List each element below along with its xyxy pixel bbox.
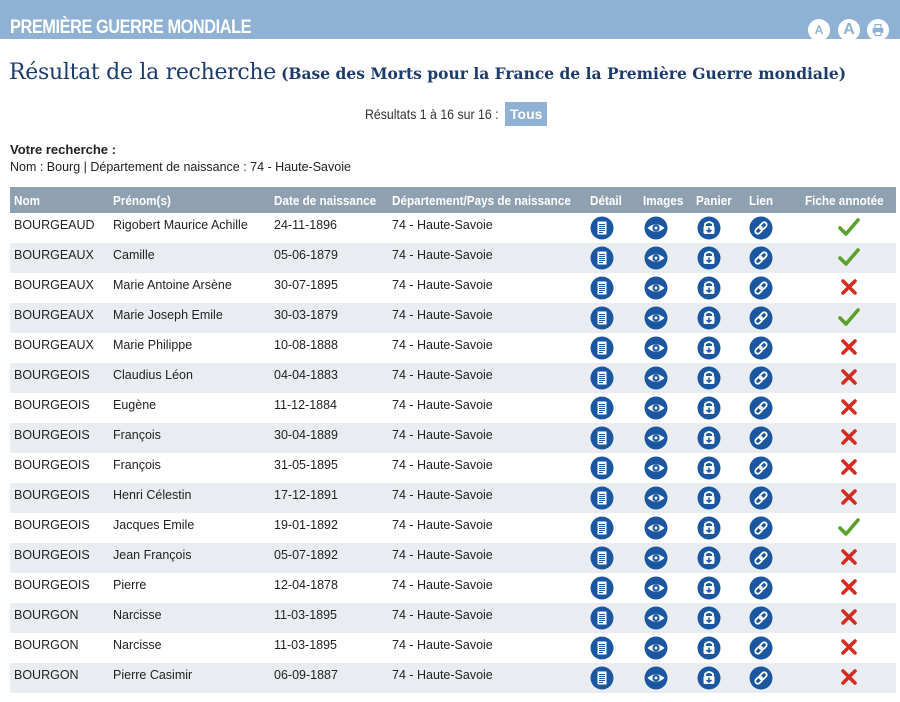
detail-button[interactable]: [590, 603, 643, 633]
cell-date-naissance: 19-01-1892: [274, 518, 338, 532]
cell-nom: BOURGEAUX: [14, 308, 94, 322]
link-icon: [749, 366, 802, 390]
basket-icon: [696, 276, 749, 300]
detail-button[interactable]: [590, 423, 643, 453]
document-icon: [590, 576, 643, 600]
images-button[interactable]: [643, 303, 696, 333]
cell-nom: BOURGON: [14, 608, 79, 622]
cell-date-naissance: 11-03-1895: [274, 608, 338, 622]
add-to-basket-button[interactable]: [696, 573, 749, 603]
basket-icon: [696, 456, 749, 480]
cross-icon: [838, 406, 860, 420]
images-button[interactable]: [643, 243, 696, 273]
cell-prenom: François: [113, 428, 161, 442]
annotated-status: [802, 603, 896, 633]
cell-departement: 74 - Haute-Savoie: [392, 278, 493, 292]
eye-icon: [643, 576, 696, 600]
annotated-status: [802, 633, 896, 663]
add-to-basket-button[interactable]: [696, 483, 749, 513]
cross-icon: [838, 346, 860, 360]
link-icon: [749, 396, 802, 420]
col-header-images: Images: [643, 192, 684, 208]
permalink-button[interactable]: [749, 483, 802, 513]
cell-date-naissance: 12-04-1878: [274, 578, 338, 592]
annotated-status: [802, 543, 896, 573]
cell-departement: 74 - Haute-Savoie: [392, 218, 493, 232]
basket-icon: [696, 366, 749, 390]
show-all-button[interactable]: Tous: [505, 102, 547, 126]
cell-nom: BOURGON: [14, 668, 79, 682]
link-icon: [749, 666, 802, 690]
cross-icon: [838, 676, 860, 690]
link-icon: [749, 336, 802, 360]
basket-icon: [696, 216, 749, 240]
table-row: [10, 333, 896, 363]
cross-icon: [838, 496, 860, 510]
cell-departement: 74 - Haute-Savoie: [392, 338, 493, 352]
images-button[interactable]: [643, 423, 696, 453]
annotated-status: [802, 333, 896, 363]
annotated-status: [802, 393, 896, 423]
cell-departement: 74 - Haute-Savoie: [392, 248, 493, 262]
basket-icon: [696, 306, 749, 330]
table-row: [10, 213, 896, 243]
cell-prenom: Narcisse: [113, 638, 162, 652]
cross-icon: [838, 586, 860, 600]
cell-departement: 74 - Haute-Savoie: [392, 488, 493, 502]
basket-icon: [696, 426, 749, 450]
link-icon: [749, 636, 802, 660]
cell-prenom: Rigobert Maurice Achille: [113, 218, 248, 232]
permalink-button[interactable]: [749, 513, 802, 543]
document-icon: [590, 306, 643, 330]
eye-icon: [643, 216, 696, 240]
table-row: [10, 303, 896, 333]
permalink-button[interactable]: [749, 303, 802, 333]
cell-prenom: Pierre Casimir: [113, 668, 193, 682]
eye-icon: [643, 456, 696, 480]
detail-button[interactable]: [590, 513, 643, 543]
basket-icon: [696, 546, 749, 570]
permalink-button[interactable]: [749, 213, 802, 243]
annotated-status: [802, 303, 896, 333]
detail-button[interactable]: [590, 213, 643, 243]
table-row: [10, 453, 896, 483]
document-icon: [590, 426, 643, 450]
images-button[interactable]: [643, 663, 696, 693]
cross-icon: [838, 646, 860, 660]
results-table: [10, 187, 896, 693]
detail-button[interactable]: [590, 483, 643, 513]
cell-departement: 74 - Haute-Savoie: [392, 578, 493, 592]
detail-button[interactable]: [590, 273, 643, 303]
permalink-button[interactable]: [749, 453, 802, 483]
permalink-button[interactable]: [749, 633, 802, 663]
cell-nom: BOURGEOIS: [14, 368, 90, 382]
annotated-status: [802, 213, 896, 243]
detail-button[interactable]: [590, 453, 643, 483]
annotated-status: [802, 573, 896, 603]
cell-prenom: Jean François: [113, 548, 192, 562]
cell-date-naissance: 24-11-1896: [274, 218, 338, 232]
cell-nom: BOURGEOIS: [14, 578, 90, 592]
checkmark-icon: [838, 526, 860, 540]
cell-nom: BOURGEAUD: [14, 218, 95, 232]
images-button[interactable]: [643, 393, 696, 423]
cell-date-naissance: 04-04-1883: [274, 368, 338, 382]
permalink-button[interactable]: [749, 333, 802, 363]
link-icon: [749, 546, 802, 570]
basket-icon: [696, 666, 749, 690]
add-to-basket-button[interactable]: [696, 543, 749, 573]
link-icon: [749, 606, 802, 630]
annotated-status: [802, 363, 896, 393]
cell-date-naissance: 30-03-1879: [274, 308, 338, 322]
cell-nom: BOURGEOIS: [14, 458, 90, 472]
cell-date-naissance: 31-05-1895: [274, 458, 338, 472]
detail-button[interactable]: [590, 363, 643, 393]
document-icon: [590, 666, 643, 690]
cell-departement: 74 - Haute-Savoie: [392, 668, 493, 682]
table-row: [10, 273, 896, 303]
cell-prenom: Pierre: [113, 578, 147, 592]
cell-departement: 74 - Haute-Savoie: [392, 368, 493, 382]
add-to-basket-button[interactable]: [696, 243, 749, 273]
add-to-basket-button[interactable]: [696, 603, 749, 633]
col-header-detail: Détail: [590, 192, 622, 208]
document-icon: [590, 246, 643, 270]
cell-prenom: Eugène: [113, 398, 157, 412]
cell-nom: BOURGEOIS: [14, 488, 90, 502]
col-header-prenom[interactable]: Prénom(s): [113, 192, 171, 208]
cell-date-naissance: 30-07-1895: [274, 278, 338, 292]
images-button[interactable]: [643, 453, 696, 483]
images-button[interactable]: [643, 603, 696, 633]
col-header-nom[interactable]: Nom: [14, 192, 41, 208]
detail-button[interactable]: [590, 303, 643, 333]
checkmark-icon: [838, 256, 860, 270]
cell-nom: BOURGEAUX: [14, 338, 94, 352]
eye-icon: [643, 516, 696, 540]
eye-icon: [643, 426, 696, 450]
basket-icon: [696, 396, 749, 420]
top-bar: [0, 0, 900, 39]
add-to-basket-button[interactable]: [696, 663, 749, 693]
cell-prenom: Narcisse: [113, 608, 162, 622]
eye-icon: [643, 336, 696, 360]
document-icon: [590, 486, 643, 510]
eye-icon: [643, 636, 696, 660]
add-to-basket-button[interactable]: [696, 393, 749, 423]
permalink-button[interactable]: [749, 423, 802, 453]
cell-nom: BOURGEAUX: [14, 278, 94, 292]
cell-date-naissance: 30-04-1889: [274, 428, 338, 442]
images-button[interactable]: [643, 273, 696, 303]
document-icon: [590, 636, 643, 660]
cell-prenom: Camille: [113, 248, 155, 262]
eye-icon: [643, 306, 696, 330]
detail-button[interactable]: [590, 543, 643, 573]
cell-prenom: Henri Célestin: [113, 488, 192, 502]
permalink-button[interactable]: [749, 543, 802, 573]
images-button[interactable]: [643, 213, 696, 243]
detail-button[interactable]: [590, 243, 643, 273]
page-title: Résultat de la recherche: [9, 60, 276, 85]
annotated-status: [802, 243, 896, 273]
cell-nom: BOURGEOIS: [14, 428, 90, 442]
eye-icon: [643, 246, 696, 270]
cell-prenom: Claudius Léon: [113, 368, 193, 382]
add-to-basket-button[interactable]: [696, 213, 749, 243]
checkmark-icon: [838, 316, 860, 330]
eye-icon: [643, 666, 696, 690]
col-header-lien: Lien: [749, 192, 774, 208]
add-to-basket-button[interactable]: [696, 303, 749, 333]
eye-icon: [643, 396, 696, 420]
images-button[interactable]: [643, 573, 696, 603]
images-button[interactable]: [643, 333, 696, 363]
link-icon: [749, 276, 802, 300]
detail-button[interactable]: [590, 393, 643, 423]
table-row: [10, 573, 896, 603]
cell-date-naissance: 11-03-1895: [274, 638, 338, 652]
cell-nom: BOURGEOIS: [14, 398, 90, 412]
images-button[interactable]: [643, 483, 696, 513]
cell-departement: 74 - Haute-Savoie: [392, 428, 493, 442]
add-to-basket-button[interactable]: [696, 453, 749, 483]
add-to-basket-button[interactable]: [696, 363, 749, 393]
eye-icon: [643, 546, 696, 570]
eye-icon: [643, 366, 696, 390]
permalink-button[interactable]: [749, 363, 802, 393]
checkmark-icon: [838, 226, 860, 240]
annotated-status: [802, 423, 896, 453]
link-icon: [749, 216, 802, 240]
link-icon: [749, 456, 802, 480]
cell-date-naissance: 11-12-1884: [274, 398, 338, 412]
document-icon: [590, 336, 643, 360]
permalink-button[interactable]: [749, 573, 802, 603]
search-query-label: Votre recherche :: [10, 142, 116, 157]
annotated-status: [802, 483, 896, 513]
table-row: [10, 633, 896, 663]
cell-nom: BOURGEOIS: [14, 518, 90, 532]
cell-departement: 74 - Haute-Savoie: [392, 548, 493, 562]
permalink-button[interactable]: [749, 273, 802, 303]
eye-icon: [643, 606, 696, 630]
document-icon: [590, 216, 643, 240]
table-row: [10, 513, 896, 543]
annotated-status: [802, 273, 896, 303]
site-title[interactable]: PREMIÈRE GUERRE MONDIALE: [10, 17, 252, 38]
cell-date-naissance: 17-12-1891: [274, 488, 338, 502]
font-decrease-button[interactable]: A: [808, 19, 830, 41]
basket-icon: [696, 516, 749, 540]
basket-icon: [696, 246, 749, 270]
basket-icon: [696, 606, 749, 630]
basket-icon: [696, 576, 749, 600]
cell-nom: BOURGON: [14, 638, 79, 652]
cell-nom: BOURGEAUX: [14, 248, 94, 262]
cross-icon: [838, 436, 860, 450]
cell-prenom: Jacques Emile: [113, 518, 195, 532]
basket-icon: [696, 486, 749, 510]
cell-departement: 74 - Haute-Savoie: [392, 608, 493, 622]
permalink-button[interactable]: [749, 603, 802, 633]
link-icon: [749, 576, 802, 600]
annotated-status: [802, 453, 896, 483]
cross-icon: [838, 616, 860, 630]
table-row: [10, 393, 896, 423]
table-header-row: [10, 187, 896, 213]
annotated-status: [802, 663, 896, 693]
cell-prenom: François: [113, 458, 161, 472]
print-button[interactable]: [867, 19, 889, 41]
cell-departement: 74 - Haute-Savoie: [392, 458, 493, 472]
results-count: Résultats 1 à 16 sur 16 :: [365, 106, 499, 122]
detail-button[interactable]: [590, 573, 643, 603]
link-icon: [749, 516, 802, 540]
basket-icon: [696, 336, 749, 360]
table-row: [10, 603, 896, 633]
table-row: [10, 483, 896, 513]
add-to-basket-button[interactable]: [696, 333, 749, 363]
eye-icon: [643, 486, 696, 510]
col-header-panier: Panier: [696, 192, 732, 208]
document-icon: [590, 516, 643, 540]
permalink-button[interactable]: [749, 393, 802, 423]
table-row: [10, 423, 896, 453]
add-to-basket-button[interactable]: [696, 273, 749, 303]
document-icon: [590, 396, 643, 420]
document-icon: [590, 366, 643, 390]
cell-prenom: Marie Joseph Emile: [113, 308, 223, 322]
cell-departement: 74 - Haute-Savoie: [392, 308, 493, 322]
basket-icon: [696, 636, 749, 660]
cross-icon: [838, 466, 860, 480]
cell-date-naissance: 10-08-1888: [274, 338, 338, 352]
table-row: [10, 543, 896, 573]
add-to-basket-button[interactable]: [696, 633, 749, 663]
cell-date-naissance: 06-09-1887: [274, 668, 338, 682]
images-button[interactable]: [643, 543, 696, 573]
eye-icon: [643, 276, 696, 300]
document-icon: [590, 546, 643, 570]
add-to-basket-button[interactable]: [696, 423, 749, 453]
detail-button[interactable]: [590, 633, 643, 663]
permalink-button[interactable]: [749, 663, 802, 693]
print-icon: [872, 24, 884, 36]
permalink-button[interactable]: [749, 243, 802, 273]
cell-date-naissance: 05-07-1892: [274, 548, 338, 562]
cell-departement: 74 - Haute-Savoie: [392, 398, 493, 412]
cell-prenom: Marie Antoine Arsène: [113, 278, 232, 292]
col-header-departement[interactable]: Département/Pays de naissance: [392, 192, 571, 208]
link-icon: [749, 486, 802, 510]
font-increase-button[interactable]: A: [838, 19, 860, 41]
cell-prenom: Marie Philippe: [113, 338, 193, 352]
detail-button[interactable]: [590, 663, 643, 693]
cell-date-naissance: 05-06-1879: [274, 248, 338, 262]
cell-nom: BOURGEOIS: [14, 548, 90, 562]
cell-departement: 74 - Haute-Savoie: [392, 518, 493, 532]
annotated-status: [802, 513, 896, 543]
images-button[interactable]: [643, 363, 696, 393]
col-header-fiche-annotee: Fiche annotée: [805, 192, 884, 208]
link-icon: [749, 246, 802, 270]
document-icon: [590, 456, 643, 480]
page-heading: [9, 60, 846, 85]
cell-departement: 74 - Haute-Savoie: [392, 638, 493, 652]
page-subtitle: (Base des Morts pour la France de la Première Guerre mondiale): [281, 64, 847, 83]
images-button[interactable]: [643, 633, 696, 663]
cross-icon: [838, 286, 860, 300]
document-icon: [590, 606, 643, 630]
link-icon: [749, 426, 802, 450]
table-row: [10, 363, 896, 393]
col-header-date[interactable]: Date de naissance: [274, 192, 377, 208]
link-icon: [749, 306, 802, 330]
images-button[interactable]: [643, 513, 696, 543]
pagination: [365, 102, 547, 126]
document-icon: [590, 276, 643, 300]
table-row: [10, 663, 896, 693]
search-query-text: Nom : Bourg | Département de naissance : 74 - Haute-Savoie: [10, 160, 351, 174]
cross-icon: [838, 376, 860, 390]
detail-button[interactable]: [590, 333, 643, 363]
table-row: [10, 243, 896, 273]
add-to-basket-button[interactable]: [696, 513, 749, 543]
cross-icon: [838, 556, 860, 570]
